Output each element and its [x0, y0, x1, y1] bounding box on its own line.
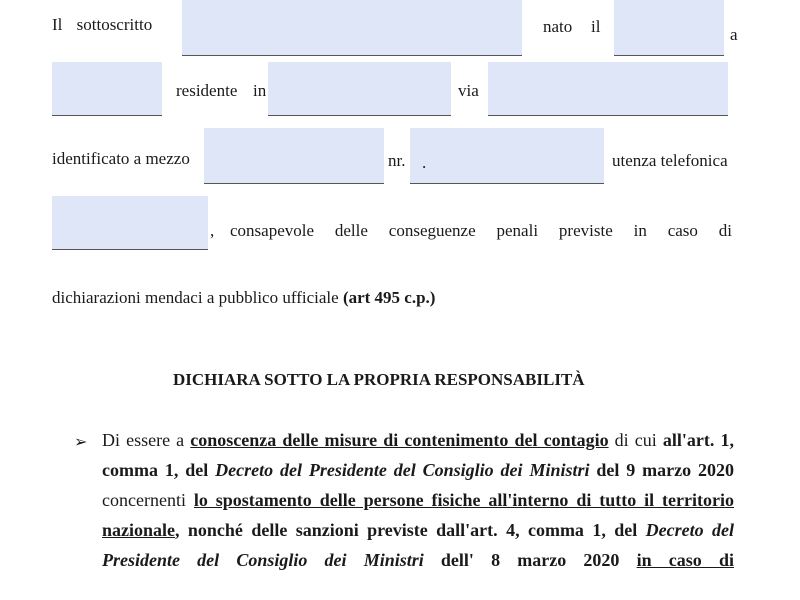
telefono-field[interactable] [52, 196, 208, 250]
para-text-9: , nonché delle sanzioni previste dall'art. 4, comma 1, del [175, 520, 646, 540]
label-il: il [591, 17, 601, 36]
para-text-2: conoscenza delle misure di contenimento del contagio [190, 430, 609, 450]
para-text-5: Decreto del Presidente del Consiglio dei Ministri [215, 460, 590, 480]
comma: , [210, 221, 215, 240]
label-sottoscritto: Il sottoscritto [52, 15, 153, 34]
label-via: via [458, 81, 479, 100]
para-text-12: in caso di [636, 550, 734, 570]
data-nascita-field[interactable] [52, 62, 162, 116]
para-text-8: lo spostamento delle persone fisiche all'interno di tutto il territorio nazionale [102, 490, 735, 540]
para-text-4: all'art. 1, comma 1, del [102, 430, 734, 480]
bullet-arrow-icon: ➢ [74, 434, 88, 451]
dichiarazioni-text [52, 287, 435, 309]
label-nato: nato [543, 17, 573, 36]
nr-dot: . [422, 153, 427, 172]
label-identificato: identificato a mezzo [52, 149, 190, 168]
label-utenza: utenza telefonica [612, 151, 728, 170]
documento-field[interactable] [204, 128, 384, 184]
label-residente: residente [176, 81, 238, 100]
label-nr: nr. [388, 151, 406, 170]
consapevole-text: consapevole delle conseguenze penali previste in caso di [230, 221, 732, 240]
label-a: a [730, 25, 738, 44]
via-field[interactable] [488, 62, 728, 116]
section-heading: DICHIARA SOTTO LA PROPRIA RESPONSABILITÀ [173, 370, 585, 389]
para-text-3: di cui [608, 430, 663, 450]
para-text-7: concernenti [102, 490, 194, 510]
para-text-1: Di essere a [102, 430, 191, 450]
comune-residenza-field[interactable] [268, 62, 451, 116]
art-reference: (art 495 c.p.) [342, 288, 436, 307]
para-text-10: Decreto del Presidente del Consiglio dei Ministri [102, 520, 734, 570]
luogo-nascita-field[interactable] [614, 0, 724, 56]
declaration-paragraph [102, 425, 734, 575]
dichiarazioni-label: dichiarazioni mendaci a pubblico ufficiale [52, 288, 339, 307]
label-in: in [253, 81, 267, 100]
para-text-11: dell' 8 marzo 2020 [423, 550, 637, 570]
para-text-6: del 9 marzo 2020 [589, 460, 734, 480]
nome-field[interactable] [182, 0, 522, 56]
numero-documento-field[interactable] [410, 128, 604, 184]
